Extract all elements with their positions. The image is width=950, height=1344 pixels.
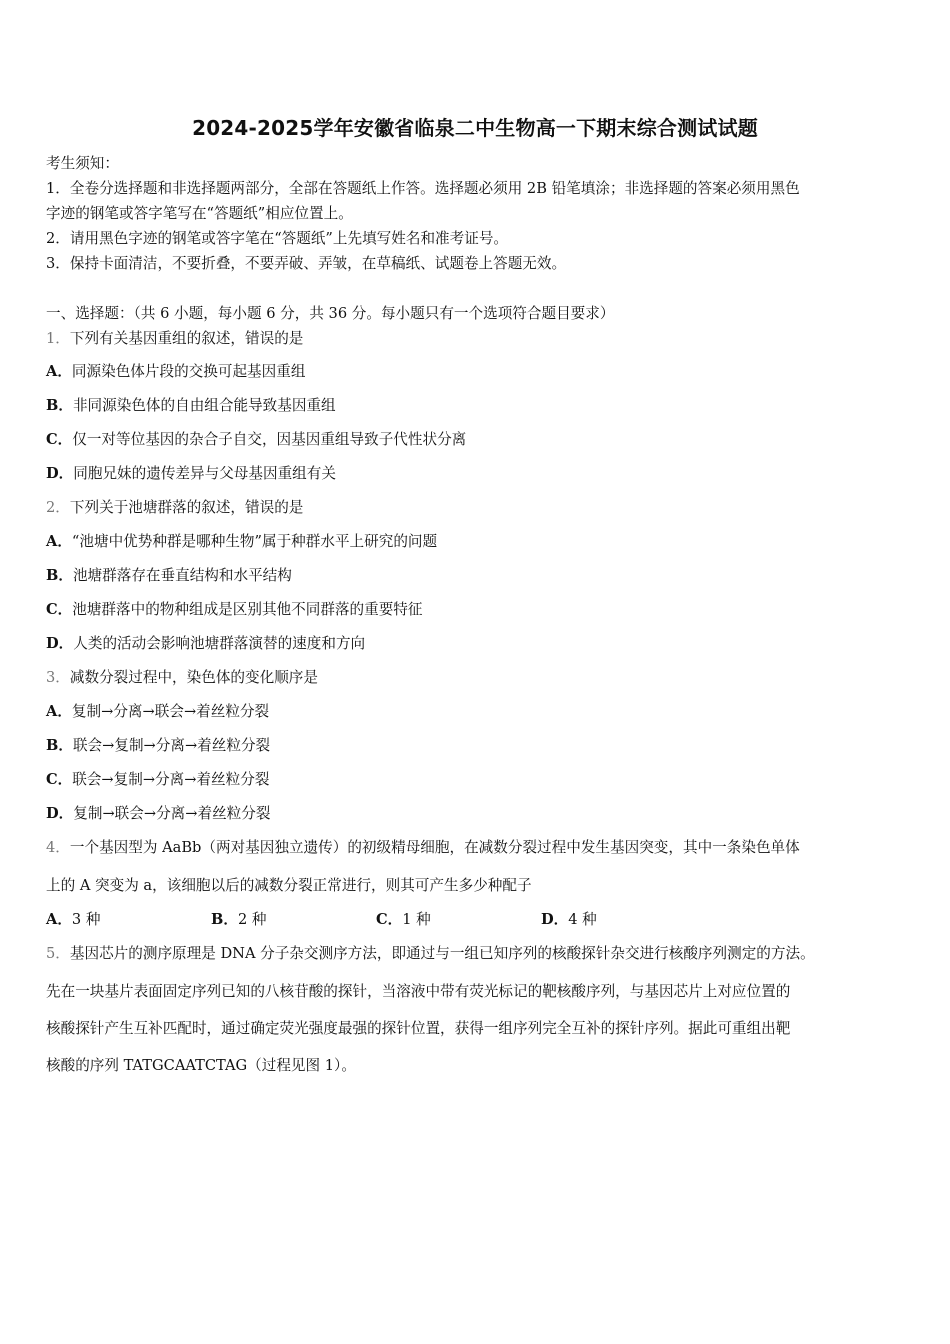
option-label: A．	[46, 911, 72, 928]
question-number: 5．	[46, 945, 70, 962]
question-5-stem-line-1	[46, 942, 815, 963]
question-3-stem	[46, 666, 318, 687]
option-text: 同源染色体片段的交换可起基因重组	[71, 363, 306, 380]
option-text: 同胞兄妹的遗传差异与父母基因重组有关	[73, 465, 336, 482]
q1-option-a[interactable]	[46, 360, 305, 381]
q3-option-a[interactable]	[46, 700, 269, 721]
option-text: 联会→复制→分离→着丝粒分裂	[72, 737, 271, 754]
notice-line-3: 2．请用黑色字迹的钢笔或答字笔在“答题纸”上先填写姓名和准考证号。	[46, 230, 509, 247]
q1-option-b[interactable]	[46, 394, 336, 415]
question-1-stem	[46, 327, 303, 348]
q4-option-d[interactable]	[541, 908, 706, 929]
question-text: 一个基因型为 AaBb（两对基因独立遗传）的初级精母细胞，在减数分裂过程中发生基因突变，其中一条染色单体	[69, 839, 800, 856]
option-label: A．	[46, 533, 72, 550]
option-label: B．	[46, 737, 73, 754]
q1-option-c[interactable]	[46, 428, 466, 449]
option-text: 复制→联会→分离→着丝粒分裂	[73, 805, 271, 822]
q3-option-b[interactable]	[46, 734, 270, 755]
question-2-stem	[46, 496, 303, 517]
option-text: 3 种	[71, 911, 101, 928]
option-label: B．	[46, 397, 73, 414]
q3-option-c[interactable]	[46, 768, 269, 789]
page-title: 2024-2025学年安徽省临泉二中生物高一下期末综合测试试题	[192, 116, 758, 140]
q4-option-b[interactable]	[211, 908, 376, 929]
option-label: C．	[46, 431, 73, 448]
option-text: 复制→分离→联会→着丝粒分裂	[71, 703, 270, 720]
question-5-stem-line-2: 先在一块基片表面固定序列已知的八核苷酸的探针，当溶液中带有荧光标记的靶核酸序列，与基因芯片上对应位置的	[46, 983, 791, 1000]
option-text: 人类的活动会影响池塘群落演替的速度和方向	[73, 635, 366, 652]
option-label: C．	[46, 771, 73, 788]
question-4-stem-line-1	[46, 836, 800, 857]
option-label: D．	[46, 635, 74, 652]
option-label: D．	[541, 911, 569, 928]
q4-option-c[interactable]	[376, 908, 541, 929]
option-text: 非同源染色体的自由组合能导致基因重组	[72, 397, 336, 414]
q4-options-row	[46, 908, 706, 929]
option-text: 4 种	[568, 911, 597, 928]
option-text: “池塘中优势种群是哪种生物”属于种群水平上研究的问题	[71, 533, 438, 550]
q2-option-a[interactable]	[46, 530, 437, 551]
option-text: 池塘群落中的物种组成是区别其他不同群落的重要特征	[72, 601, 423, 618]
q4-option-a[interactable]	[46, 908, 211, 929]
option-label: D．	[46, 465, 74, 482]
question-number: 1．	[46, 330, 70, 347]
question-text: 下列关于池塘群落的叙述，错误的是	[69, 499, 304, 516]
option-label: B．	[46, 567, 73, 584]
option-text: 仅一对等位基因的杂合子自交，因基因重组导致子代性状分离	[72, 431, 467, 448]
option-text: 2 种	[237, 911, 267, 928]
question-5-stem-line-3: 核酸探针产生互补匹配时，通过确定荧光强度最强的探针位置，获得一组序列完全互补的探针序列。据此可重组出靶	[46, 1020, 791, 1037]
option-text: 池塘群落存在垂直结构和水平结构	[72, 567, 292, 584]
option-label: C．	[376, 911, 403, 928]
notice-heading: 考生须知：	[46, 155, 119, 172]
q3-option-d[interactable]	[46, 802, 270, 823]
question-number: 3．	[46, 669, 70, 686]
question-text: 基因芯片的测序原理是 DNA 分子杂交测序方法，即通过与一组已知序列的核酸探针杂交进行核酸序列测定的方法。	[69, 945, 815, 962]
option-text: 联会→复制→分离→着丝粒分裂	[72, 771, 270, 788]
option-label: D．	[46, 805, 74, 822]
option-label: A．	[46, 363, 72, 380]
option-label: B．	[211, 911, 238, 928]
section-heading: 一、选择题：（共 6 小题，每小题 6 分，共 36 分。每小题只有一个选项符合题目要求）	[46, 305, 615, 322]
question-5-stem-line-4: 核酸的序列 TATGCAATCTAG（过程见图 1）。	[46, 1057, 356, 1074]
option-label: C．	[46, 601, 73, 618]
notice-line-4: 3．保持卡面清洁，不要折叠，不要弄破、弄皱，在草稿纸、试题卷上答题无效。	[46, 255, 567, 272]
question-4-stem-line-2: 上的 A 突变为 a，该细胞以后的减数分裂正常进行，则其可产生多少种配子	[46, 877, 532, 894]
option-text: 1 种	[402, 911, 431, 928]
notice-line-2: 字迹的钢笔或答字笔写在“答题纸”相应位置上。	[46, 205, 353, 222]
q2-option-d[interactable]	[46, 632, 365, 653]
question-text: 下列有关基因重组的叙述，错误的是	[69, 330, 304, 347]
q2-option-b[interactable]	[46, 564, 292, 585]
question-number: 4．	[46, 839, 70, 856]
option-label: A．	[46, 703, 72, 720]
q1-option-d[interactable]	[46, 462, 336, 483]
notice-line-1: 1．全卷分选择题和非选择题两部分，全部在答题纸上作答。选择题必须用 2B 铅笔填涂；非选择题的答案必须用黑色	[46, 180, 800, 197]
question-number: 2．	[46, 499, 70, 516]
q2-option-c[interactable]	[46, 598, 422, 619]
question-text: 减数分裂过程中，染色体的变化顺序是	[69, 669, 318, 686]
